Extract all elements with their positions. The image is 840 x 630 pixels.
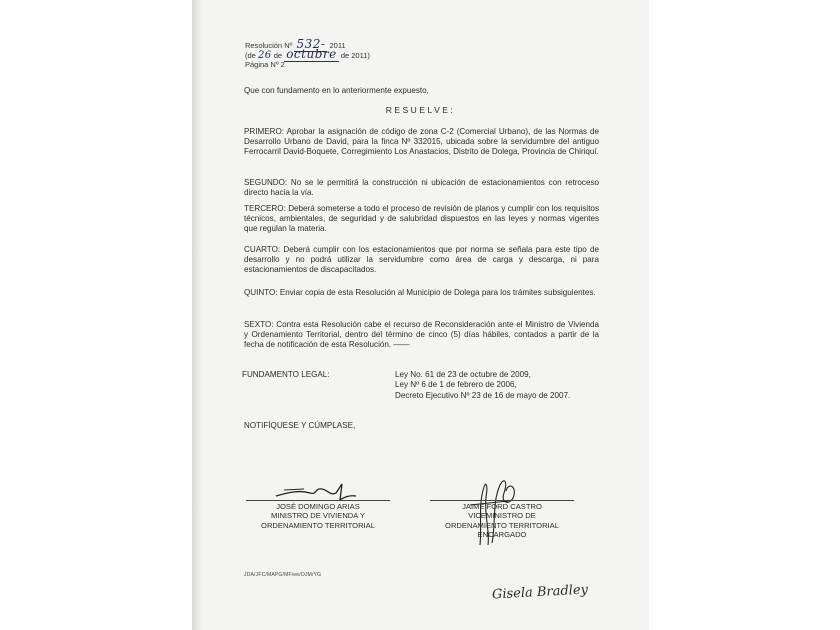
law-3: Decreto Ejecutivo Nº 23 de 16 de mayo de 2007.	[395, 390, 571, 400]
law-2: Ley Nº 6 de 1 de febrero de 2006,	[395, 380, 517, 390]
document-page	[192, 0, 649, 630]
article-primero: PRIMERO: Aprobar la asignación de código de zona C-2 (Comercial Urbano), de las Normas de Desarrollo Urbano de David, para la finca Nº 332015, ubicada sobre la servidumbre del antiguo Ferrocarril David-Boquete, Corregimiento Los Anastacios, Distrito de Dolega, Provincia de Chiriquí.	[244, 127, 599, 157]
fundamento-legal	[242, 370, 570, 401]
reference-initials: JDA/JFC/MAPG/MF/ee/OJM/YG	[244, 572, 322, 578]
signatory-title: ORDENAMIENTO TERRITORIAL	[261, 520, 375, 530]
signature-block-minister	[238, 500, 398, 530]
signature-block-viceminister	[422, 500, 582, 540]
date-month-handwritten: octubre	[286, 47, 337, 61]
article-quinto: QUINTO: Enviar copia de esta Resolución al Municipio de Dolega para los trámites subsiguientes.	[244, 288, 596, 297]
date-prefix: (de	[245, 51, 256, 60]
resolution-header	[245, 37, 370, 69]
resolution-number-handwritten: 532-	[296, 37, 326, 51]
article-cuarto: CUARTO: Deberá cumplir con los estacionamientos que por norma se señala para este tipo de desarrollo y no podrá utilizar la servidumbre como área de carga y descarga, ni para estacionamientos de discapacitados.	[244, 245, 599, 275]
signature-rule	[246, 500, 390, 501]
date-de: de	[273, 51, 283, 60]
resolution-date-line	[245, 47, 370, 61]
resolution-year: 2011	[329, 41, 346, 50]
resuelve-heading: RESUELVE:	[385, 105, 456, 115]
signatory-name: JAIME FORD CASTRO	[462, 502, 542, 511]
signatory-title: ORDENAMIENTO TERRITORIAL	[445, 520, 559, 530]
law-1: Ley No. 61 de 23 de octubre de 2009,	[395, 370, 531, 379]
resolution-label: Resolución Nº	[245, 41, 293, 50]
article-segundo: SEGUNDO: No se le permitirá la construcción ni ubicación de estacionamientos con retroceso directo hacia la vía.	[244, 178, 599, 198]
intro-text: Que con fundamento en lo anteriormente expuesto,	[244, 86, 429, 95]
signatory-title: ENCARGADO	[477, 530, 527, 540]
article-tercero: TERCERO: Deberá someterse a todo el proceso de revisión de planos y cumplir con los requisitos técnicos, ambientales, de seguridad y de salubridad dispuestos en las leyes y normas vigentes que regulan la materia.	[244, 204, 599, 234]
bottom-handwritten-signature: Gisela Bradley	[491, 582, 589, 603]
article-sexto: SEXTO: Contra esta Resolución cabe el recurso de Reconsideración ante el Ministro de Vivienda y Ordenamiento Territorial, dentro del término de cinco (5) días hábiles, contados a partir de la fecha de notificación de esta Resolución. ——	[244, 320, 599, 350]
page-number: Página Nº 2	[245, 60, 285, 69]
signatory-title: VICEMINISTRO DE	[468, 511, 536, 521]
signature-rule	[430, 500, 574, 501]
closing-text: NOTIFÍQUESE Y CÚMPLASE,	[244, 421, 356, 430]
signatory-title: MINISTRO DE VIVIENDA Y	[271, 511, 365, 521]
fundamento-label: FUNDAMENTO LEGAL:	[242, 370, 330, 379]
date-year: de 2011)	[340, 51, 370, 60]
date-day-handwritten: 26	[257, 50, 272, 61]
signatory-name: JOSÉ DOMINGO ARIAS	[276, 502, 360, 511]
